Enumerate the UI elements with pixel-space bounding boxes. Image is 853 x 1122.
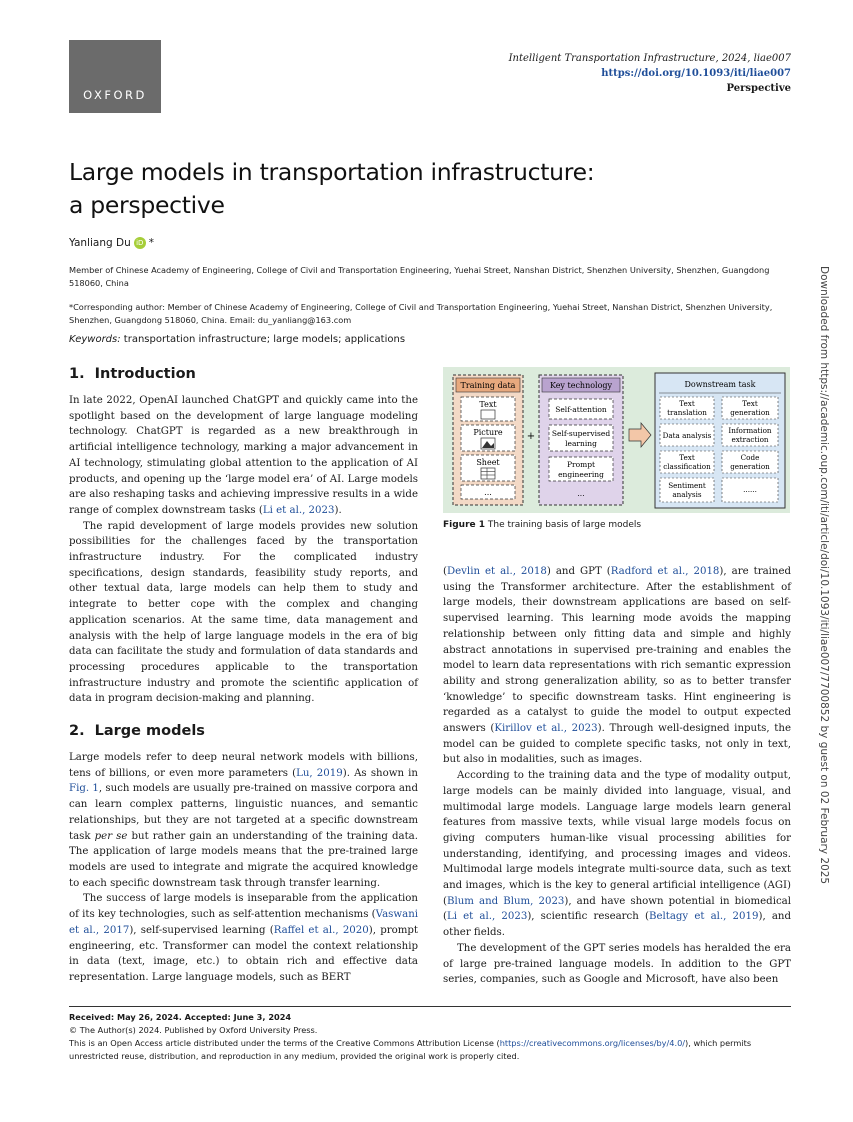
text-run: ), are trained using the Transformer architecture. After the establishment of large models, their downstream applications are based on self-supervised learning. This learning mode avoids the mapping relationship between only fitting data and simple and highly abstract annotations in supervised pre-training and enables the model to learn data representations with rich semantic expression ability and strong generalization ability, so as to better transfer ‘knowledge’ to specific downstream tasks. Hint engineering is regarded as a catalyst to guide the model to output expected answers ( bbox=[443, 566, 792, 735]
key-item: ... bbox=[577, 489, 585, 498]
citation-link[interactable]: Beltagy et al., 2019 bbox=[648, 911, 759, 923]
paragraph: The rapid development of large models provides new solution possibilities for the challenges faced by the transportation infrastructure industry. For the complicated industry specifications, design standards, feasibility study reports, and other textual data, large models can help them to study and integrate to better cope with the complex and changing application scenarios. At the same time, data management and analysis with the help of large language models in the era of big data can facilitate the study and formulation of data standards and processing procedures applicable to the transportation infrastructure industry and promote the scientific application of data in program decision-making and planning. bbox=[69, 520, 418, 705]
text-run: per se bbox=[94, 830, 128, 842]
citation-link[interactable]: Li et al., 2023 bbox=[446, 911, 528, 923]
author-name[interactable]: Yanliang Du bbox=[69, 237, 131, 249]
right-column bbox=[443, 564, 791, 988]
citation-link[interactable]: Devlin et al., 2018 bbox=[446, 566, 547, 577]
text-run: ). As shown in bbox=[342, 767, 418, 779]
caption-label: Figure 1 bbox=[443, 520, 486, 530]
downstream-item: Text bbox=[679, 399, 695, 408]
citation-link[interactable]: Radford et al., 2018 bbox=[610, 566, 720, 577]
article-type: Perspective bbox=[726, 83, 791, 94]
text-run: ), scientific research ( bbox=[527, 911, 649, 923]
text-run: ) and GPT ( bbox=[546, 566, 611, 577]
text-run: According to the training data and the type of modality output, large models can be mainly divided into language, visual, and multimodal large models. Language large models learn general features from massive texts, while visual large models focus on giving computers human-like visual processing abilities for understanding, identifying, and processing images and videos. Multimodal large models integrate multi-source data, such as text and images, which is the key to general artificial intelligence (AGI) ( bbox=[443, 770, 791, 907]
citation-link[interactable]: Blum and Blum, 2023 bbox=[446, 895, 565, 907]
figure-diagram bbox=[443, 367, 790, 513]
license-link[interactable]: https://creativecommons.org/licenses/by/4.0/ bbox=[499, 1038, 686, 1048]
citation-link[interactable]: Vaswani et al., 2017 bbox=[69, 909, 419, 936]
text-run: This is an Open Access article distributed under the terms of the Creative Commons Attribution License ( bbox=[69, 1038, 500, 1048]
license bbox=[69, 1037, 791, 1063]
downstream-item: extraction bbox=[731, 435, 769, 444]
footer bbox=[69, 1011, 791, 1063]
download-note: Downloaded from https://academic.oup.com/iti/article/doi/10.1093/iti/liae007/7700852 by guest on 02 February 2025 bbox=[818, 266, 830, 885]
section-heading-large-models bbox=[69, 722, 418, 740]
training-item: Text bbox=[479, 400, 497, 409]
paragraph bbox=[69, 750, 418, 891]
key-item: engineering bbox=[558, 470, 604, 479]
paragraph bbox=[443, 564, 791, 768]
downstream-item: Information bbox=[728, 426, 772, 435]
footer-divider bbox=[69, 1006, 791, 1007]
downstream-item: Code bbox=[740, 453, 760, 462]
downstream-item: analysis bbox=[672, 490, 702, 499]
doi-link[interactable]: https://doi.org/10.1093/iti/liae007 bbox=[601, 68, 791, 79]
received-dates: Received: May 26, 2024. Accepted: June 3, 2024 bbox=[69, 1012, 292, 1022]
key-item: Prompt bbox=[566, 460, 596, 469]
downstream-item: Data analysis bbox=[662, 431, 712, 440]
citation-link[interactable]: Li et al., 2023 bbox=[262, 504, 335, 516]
title-line-1: Large models in transportation infrastructure: bbox=[69, 158, 595, 186]
paragraph bbox=[69, 393, 418, 519]
corresponding-author: *Corresponding author: Member of Chinese Academy of Engineering, College of Civil and Transportation Engineering, Yuehai Street, Nanshan District, Shenzhen University, Shenzhen, Guangdong 518060, China. Email: du_yanliang@163.com bbox=[69, 302, 773, 325]
section-title: Large models bbox=[94, 723, 205, 740]
key-item: learning bbox=[565, 439, 597, 448]
training-item: Sheet bbox=[476, 458, 500, 467]
key-item: Self-attention bbox=[555, 405, 607, 414]
plus-sign: + bbox=[526, 431, 536, 442]
downstream-item: Text bbox=[742, 399, 758, 408]
downstream-item: ...... bbox=[743, 485, 757, 494]
keywords-text: transportation infrastructure; large models; applications bbox=[120, 334, 406, 345]
corresponding-marker: * bbox=[148, 237, 154, 249]
copyright: © The Author(s) 2024. Published by Oxford University Press. bbox=[69, 1025, 318, 1035]
training-item: ... bbox=[484, 488, 492, 497]
text-run: The success of large models is inseparable from the application of its key technologies, such as self-attention mechanisms ( bbox=[69, 893, 418, 921]
figure-caption bbox=[443, 520, 641, 530]
journal-citation: Intelligent Transportation Infrastructure, 2024, liae007 bbox=[508, 53, 791, 64]
downstream-item: generation bbox=[730, 408, 770, 417]
training-item: Picture bbox=[473, 428, 503, 437]
download-watermark bbox=[818, 266, 832, 885]
arrow-right-icon bbox=[629, 423, 651, 447]
text-run: ), prompt engineering, etc. Transformer can model the context relationship in data (text, image, etc.) to obtain rich and effective data representation. Large language models, such as BERT bbox=[69, 924, 418, 983]
text-run: In late 2022, OpenAI launched ChatGPT and quickly came into the spotlight based on the development of large language modeling technology. ChatGPT is regarded as a new breakthrough in artificial intelligence technology, marking a major advancement in AI technology, stimulating global attention to the application of AI products, and opening up the ‘large model era’ of AI. Large models are also reshaping tasks and achieving impressive results in a wide range of complex downstream tasks ( bbox=[69, 395, 418, 516]
text-run: ). bbox=[334, 504, 342, 516]
downstream-item: generation bbox=[730, 462, 770, 471]
section-number: 2. bbox=[69, 723, 85, 740]
author-line bbox=[69, 237, 154, 249]
keywords-label: Keywords: bbox=[69, 334, 121, 345]
text-run: ). Through well-designed inputs, the model can be guided to complete specific tasks, not only in text, but also in modalities, such as images. bbox=[443, 723, 791, 766]
left-column bbox=[69, 365, 418, 986]
citation-link[interactable]: Lu, 2019 bbox=[296, 767, 343, 779]
paragraph bbox=[443, 768, 791, 941]
journal-header bbox=[509, 51, 791, 96]
section-heading-introduction bbox=[69, 365, 418, 383]
title-line-2: a perspective bbox=[69, 191, 225, 219]
text-run: , such models are usually pre-trained on massive corpora and can learn complex patterns, linguistic nuances, and semantic relationships, but they are not targeted at a specific downstream task bbox=[69, 783, 418, 842]
paragraph: The development of the GPT series models has heralded the era of large pre-trained language models. In addition to the GPT series, companies, such as Google and Microsoft, have also been bbox=[443, 942, 791, 986]
paragraph bbox=[69, 891, 418, 985]
text-run: but rather gain an understanding of the training data. The application of large models means that the pre-trained large models are used to integrate and migrate the acquired knowledge to each specific downstream task through transfer learning. bbox=[69, 830, 418, 889]
figure-1 bbox=[443, 367, 790, 513]
citation-link[interactable]: Raffel et al., 2020 bbox=[273, 924, 369, 936]
training-title: Training data bbox=[460, 381, 516, 390]
affiliation: Member of Chinese Academy of Engineering, College of Civil and Transportation Engineering, Yuehai Street, Nanshan District, Shenzhen University, Shenzhen, Guangdong 518060, China bbox=[69, 265, 770, 288]
caption-text: The training basis of large models bbox=[485, 520, 642, 530]
orcid-icon[interactable]: iD bbox=[134, 237, 146, 249]
article-title bbox=[69, 156, 749, 222]
section-title: Introduction bbox=[94, 366, 196, 382]
key-technology-title: Key technology bbox=[549, 381, 613, 390]
text-run: ), which permits unrestricted reuse, distribution, and reproduction in any medium, provided the original work is properly cited. bbox=[69, 1038, 752, 1061]
section-number: 1. bbox=[69, 366, 85, 382]
downstream-item: Text bbox=[679, 453, 695, 462]
key-item: Self-supervised bbox=[551, 429, 611, 438]
downstream-item: translation bbox=[667, 408, 707, 417]
text-run: ( bbox=[443, 566, 447, 577]
text-run: ), self-supervised learning ( bbox=[129, 924, 274, 936]
downstream-title: Downstream task bbox=[684, 380, 756, 389]
figure-link[interactable]: Fig. 1 bbox=[69, 783, 99, 795]
oxford-logo[interactable] bbox=[69, 40, 161, 113]
citation-link[interactable]: Kirillov et al., 2023 bbox=[494, 723, 598, 735]
logo-text: OXFORD bbox=[83, 88, 147, 102]
downstream-item: Sentiment bbox=[668, 481, 706, 490]
text-run: Large models refer to deep neural network models with billions, tens of billions, or even more parameters ( bbox=[69, 752, 418, 779]
keywords bbox=[69, 334, 405, 345]
downstream-item: classification bbox=[663, 462, 711, 471]
text-run: ), and other fields. bbox=[443, 911, 792, 939]
text-run: ), and have shown potential in biomedical ( bbox=[443, 895, 791, 923]
